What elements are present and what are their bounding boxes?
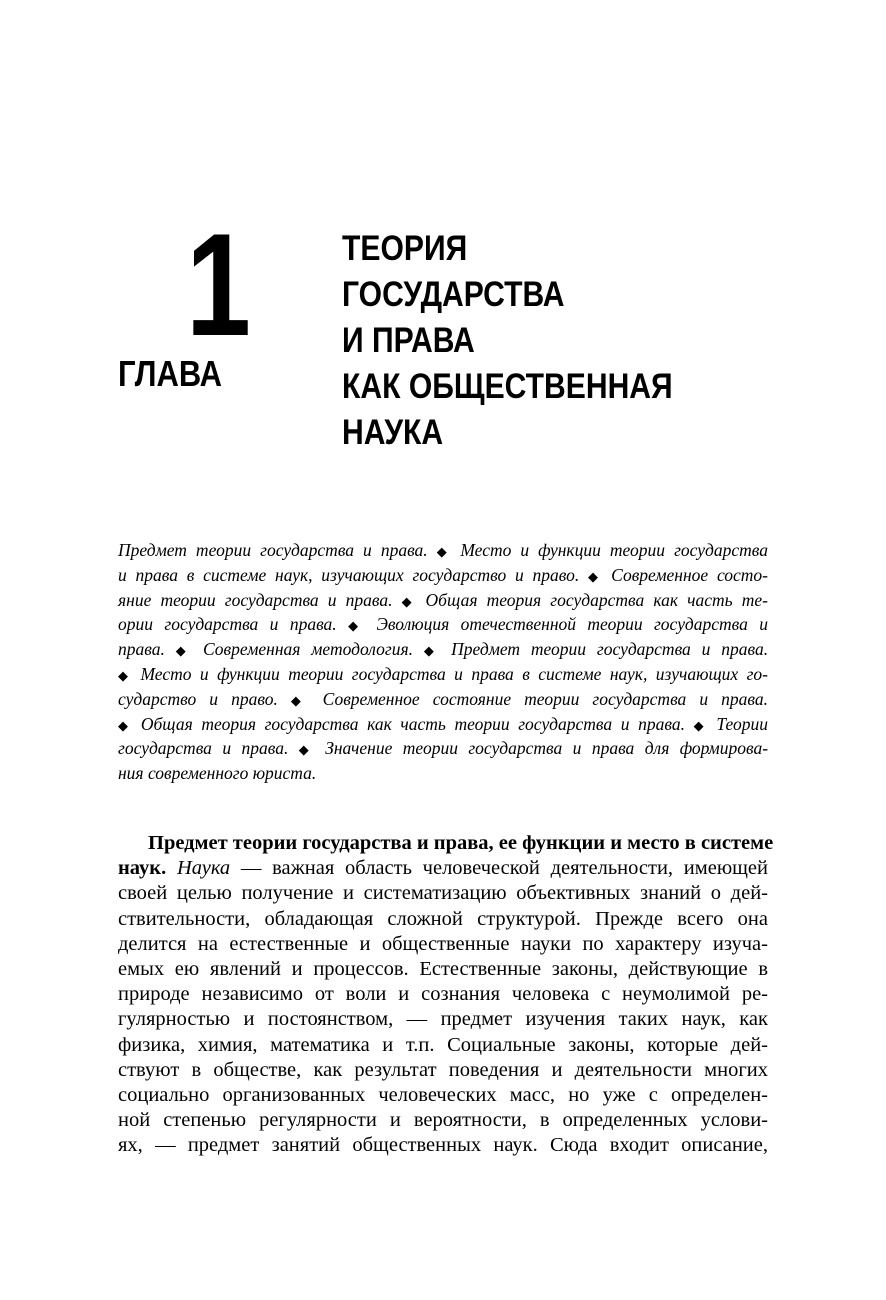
body-line: ях, — предмет занятий общественных наук. Сюда входит описание,: [118, 1134, 768, 1157]
body-line: [118, 831, 774, 856]
chapter-number: 1: [186, 203, 251, 366]
abstract-line: [118, 612, 768, 637]
abstract-topic: Общая теория государства как часть теории государства и права.: [140, 713, 685, 734]
abstract-topic: Современное состо-: [611, 564, 769, 585]
body-line: делится на естественные и общественные науки по характеру изуча-: [118, 932, 768, 955]
abstract-topic: Предмет теории государства и права.: [451, 639, 769, 660]
abstract-topic: Предмет теории государства и права.: [118, 540, 428, 560]
abstract-topic: Эволюция отечественной теории государства и: [376, 614, 769, 635]
body-line: природе независимо от воли и сознания человека с неумолимой ре-: [118, 983, 768, 1006]
chapter-title-line: И ПРАВА: [342, 321, 475, 360]
chapter-title-line: КАК ОБЩЕСТВЕННАЯ: [342, 367, 673, 406]
section-heading-end: наук.: [118, 857, 167, 880]
body-paragraph: [118, 831, 774, 1158]
diamond-separator-icon: ◆: [348, 618, 366, 634]
abstract-line: [118, 761, 768, 786]
abstract-topic: Место и функции теории государства и права в системе наук, изучающих го-: [140, 663, 768, 684]
body-line: своей целью получение и систематизацию объективных знаний о дей-: [118, 882, 768, 905]
chapter-title-line: ГОСУДАРСТВА: [342, 275, 565, 314]
abstract-line: [118, 563, 768, 588]
abstract-line: [118, 637, 768, 662]
chapter-label: ГЛАВА: [118, 353, 223, 394]
abstract-topic: Значение теории государства и права для формирова-: [325, 738, 769, 759]
abstract-topic: Современная методология.: [203, 639, 413, 660]
diamond-separator-icon: ◆: [588, 568, 603, 584]
abstract-topic: ории государства и права.: [118, 614, 337, 635]
diamond-separator-icon: ◆: [118, 667, 133, 683]
diamond-separator-icon: ◆: [175, 643, 193, 659]
abstract-line: [118, 736, 768, 761]
body-line: ствуют в обществе, как результат поведения и деятельности многих: [118, 1058, 768, 1081]
abstract-line: [118, 712, 768, 737]
chapter-abstract: [118, 538, 768, 786]
body-line: емых ею явлений и процессов. Естественные законы, действующие в: [118, 957, 768, 980]
abstract-line: [118, 538, 768, 563]
defined-term: Наука: [176, 857, 231, 880]
section-heading: Предмет теории государства и права, ее функции и место в системе: [148, 832, 774, 854]
diamond-separator-icon: ◆: [436, 544, 452, 559]
abstract-topic: государства и права.: [118, 738, 289, 759]
diamond-separator-icon: ◆: [401, 593, 417, 609]
abstract-line: [118, 687, 768, 712]
body-line: физика, химия, математика и т.п. Социальные законы, которые дей-: [118, 1033, 768, 1056]
abstract-topic: и права в системе наук, изучающих государство и право.: [118, 564, 580, 585]
abstract-topic: права.: [118, 639, 165, 660]
diamond-separator-icon: ◆: [693, 717, 708, 733]
body-line: [118, 856, 768, 881]
chapter-title-line: ТЕОРИЯ: [342, 229, 468, 268]
abstract-line: [118, 662, 768, 687]
abstract-topic: ния современного юриста.: [118, 763, 317, 784]
diamond-separator-icon: ◆: [118, 717, 133, 733]
body-line: ной степенью регулярности и вероятности, в определенных услови-: [118, 1109, 768, 1132]
abstract-line: [118, 588, 768, 613]
body-line: социально организованных человеческих масс, но уже с определен-: [118, 1083, 768, 1106]
body-text-run: — важная область человеческой деятельности, имеющей: [230, 857, 768, 880]
diamond-separator-icon: ◆: [298, 742, 315, 758]
abstract-topic: сударство и право.: [118, 688, 278, 709]
chapter-title: [342, 226, 755, 456]
abstract-topic: яние теории государства и права.: [118, 589, 393, 610]
abstract-topic: Общая теория государства как часть те-: [425, 589, 768, 610]
abstract-topic: Теории: [716, 713, 769, 734]
diamond-separator-icon: ◆: [290, 692, 310, 708]
chapter-title-line: НАУКА: [342, 413, 444, 452]
diamond-separator-icon: ◆: [423, 643, 441, 659]
abstract-topic: Место и функции теории государства: [460, 540, 768, 560]
body-line: ствительности, обладающая сложной структурой. Прежде всего она: [118, 907, 768, 930]
body-line: гулярностью и постоянством, — предмет изучения таких наук, как: [118, 1008, 768, 1031]
abstract-topic: Современное состояние теории государства и права.: [322, 688, 769, 709]
